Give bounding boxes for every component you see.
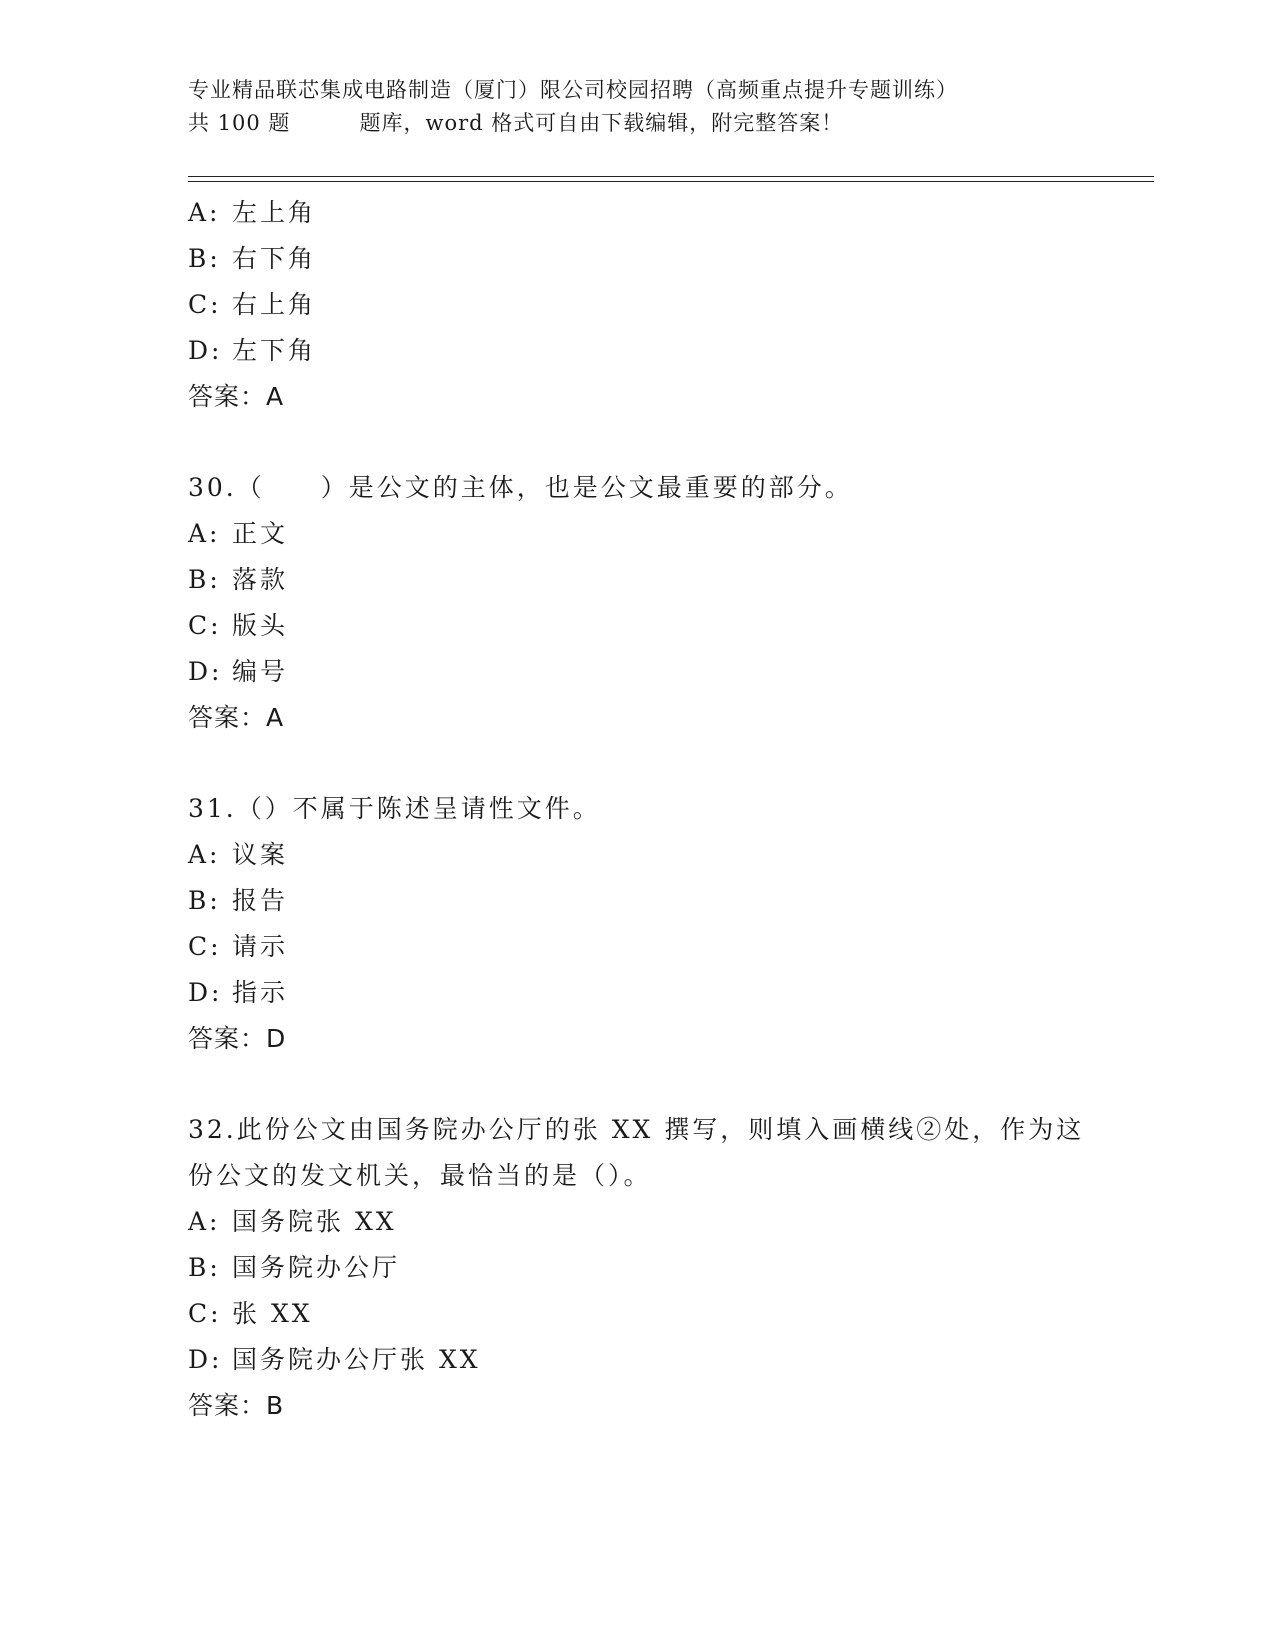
- option-text: 议案: [232, 840, 289, 869]
- option-a: [188, 511, 1108, 557]
- option-text: 右上角: [232, 290, 317, 319]
- option-key: C:: [188, 290, 222, 319]
- spacer: [188, 741, 1108, 786]
- question-block: [188, 465, 1108, 741]
- option-a: [188, 190, 1108, 236]
- option-text: 国务院张 XX: [232, 1207, 397, 1236]
- option-key: C:: [188, 932, 222, 961]
- spacer: [188, 1062, 1108, 1107]
- question-stem: 30.（ ）是公文的主体，也是公文最重要的部分。: [188, 473, 853, 502]
- option-text: 左上角: [232, 198, 317, 227]
- option-text: 指示: [232, 978, 289, 1007]
- header-rule-bottom: [188, 181, 1154, 182]
- option-key: A:: [188, 1207, 221, 1236]
- option-text: 落款: [232, 565, 289, 594]
- option-key: A:: [188, 198, 221, 227]
- option-b: [188, 236, 1108, 282]
- answer-line: 答案：A: [188, 382, 285, 411]
- option-text: 左下角: [232, 336, 317, 365]
- option-a: [188, 832, 1108, 878]
- answer-line: 答案：A: [188, 703, 285, 732]
- question-block: [188, 786, 1108, 1062]
- option-key: D:: [188, 336, 223, 365]
- option-b: [188, 878, 1108, 924]
- answer-line: 答案：B: [188, 1391, 285, 1420]
- question-stem: 31.（）不属于陈述呈请性文件。: [188, 794, 601, 823]
- option-d: [188, 328, 1108, 374]
- option-d: [188, 649, 1108, 695]
- option-key: C:: [188, 611, 222, 640]
- option-key: D:: [188, 657, 223, 686]
- option-text: 版头: [232, 611, 289, 640]
- option-text: 报告: [232, 886, 289, 915]
- option-key: A:: [188, 840, 221, 869]
- option-key: D:: [188, 978, 223, 1007]
- option-key: C:: [188, 1299, 222, 1328]
- option-c: [188, 924, 1108, 970]
- option-a: [188, 1199, 1108, 1245]
- option-key: B:: [188, 565, 221, 594]
- question-block: [188, 1107, 1108, 1429]
- spacer: [188, 420, 1108, 465]
- option-c: [188, 1291, 1108, 1337]
- option-text: 请示: [232, 932, 289, 961]
- option-text: 国务院办公厅: [232, 1253, 401, 1282]
- option-text: 编号: [232, 657, 289, 686]
- option-text: 张 XX: [232, 1299, 313, 1328]
- option-text: 国务院办公厅张 XX: [232, 1345, 481, 1374]
- question-list: [188, 190, 1108, 1429]
- header-rule-top: [188, 176, 1154, 177]
- header-subtitle: 共 100 题 题库，word 格式可自由下载编辑，附完整答案！: [188, 111, 844, 135]
- option-b: [188, 1245, 1108, 1291]
- document-header: [188, 74, 1088, 140]
- option-key: B:: [188, 886, 221, 915]
- option-key: D:: [188, 1345, 223, 1374]
- option-text: 正文: [232, 519, 289, 548]
- option-c: [188, 603, 1108, 649]
- option-key: B:: [188, 244, 221, 273]
- option-d: [188, 1337, 1108, 1383]
- option-d: [188, 970, 1108, 1016]
- header-title: 专业精品联芯集成电路制造（厦门）限公司校园招聘（高频重点提升专题训练）: [188, 78, 958, 102]
- option-key: A:: [188, 519, 221, 548]
- option-c: [188, 282, 1108, 328]
- question-stem: 32.此份公文由国务院办公厅的张 XX 撰写，则填入画横线②处，作为这份公文的发文机关，最恰当的是（）。: [188, 1115, 1085, 1190]
- option-b: [188, 557, 1108, 603]
- answer-line: 答案：D: [188, 1024, 287, 1053]
- option-key: B:: [188, 1253, 221, 1282]
- option-text: 右下角: [232, 244, 317, 273]
- question-block: [188, 190, 1108, 420]
